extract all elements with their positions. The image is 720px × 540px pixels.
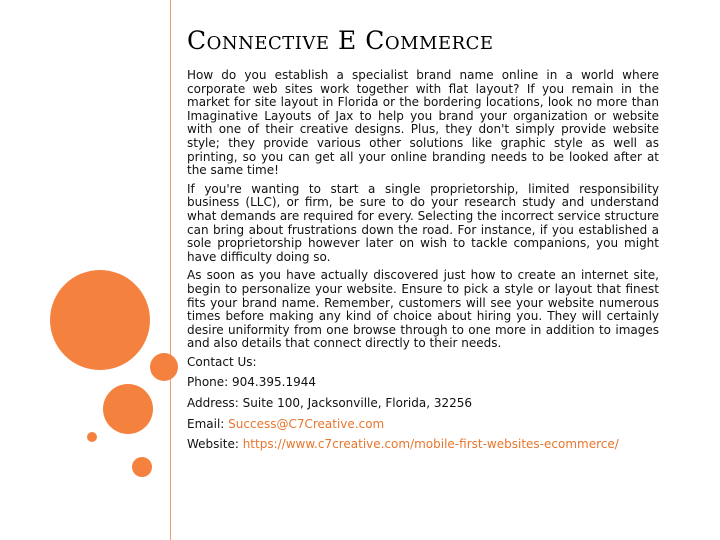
email-link[interactable]: Success@C7Creative.com bbox=[228, 416, 385, 431]
vertical-rule bbox=[170, 0, 171, 540]
contact-phone: Phone: 904.395.1944 bbox=[187, 375, 317, 390]
paragraph-business-structure: If you're wanting to start a single proprietorship, limited responsibility business (LLC), or firm, be sure to do your research study and understand what demands are required for every. Selecting the incorrect service structure can bring about frustrations down the road. For instance, if you established a sole proprietorship however later on wish to tackle companions, you might have difficulty doing so. bbox=[187, 181, 659, 264]
paragraph-personalize-website: As soon as you have actually discovered just how to create an internet site, begin to personalize your website. Ensure to pick a style or layout that finest fits your brand name. Remember, customers will see your website numerous times before making any kind of choice about hiring you. They will certainly desire uniformity from one browse through to one more in addition to images and also details that connect directly to their needs. bbox=[187, 268, 659, 351]
slide-content bbox=[187, 24, 659, 459]
contact-email-line bbox=[187, 418, 659, 432]
website-prefix: Website: bbox=[187, 437, 243, 452]
paragraph-intro: How do you establish a specialist brand name online in a world where corporate web sites work together with flat layout? If you remain in the market for site layout in Florida or the bordering locations, look no more than Imaginative Layouts of Jax to help you brand your organization or website with one of their creative designs. Plus, they don't simply provide website style; they provide various other solutions like graphic style as well as printing, so you can get all your online branding needs to be looked after at the same time! bbox=[187, 68, 659, 178]
decorative-circle-small bbox=[150, 353, 178, 381]
contact-website-line bbox=[187, 438, 659, 452]
decorative-circle-large bbox=[50, 270, 150, 370]
contact-heading: Contact Us: bbox=[187, 354, 257, 369]
decorative-circle-tiny bbox=[87, 432, 97, 442]
decorative-circle-lower bbox=[132, 457, 152, 477]
slide-title: Connective E Commerce bbox=[187, 26, 494, 55]
contact-block bbox=[187, 356, 659, 452]
email-prefix: Email: bbox=[187, 416, 229, 431]
website-link[interactable]: https://www.c7creative.com/mobile-first-websites-ecommerce/ bbox=[242, 437, 619, 452]
decorative-circle-medium bbox=[103, 384, 153, 434]
contact-address: Address: Suite 100, Jacksonville, Florida, 32256 bbox=[187, 396, 473, 411]
